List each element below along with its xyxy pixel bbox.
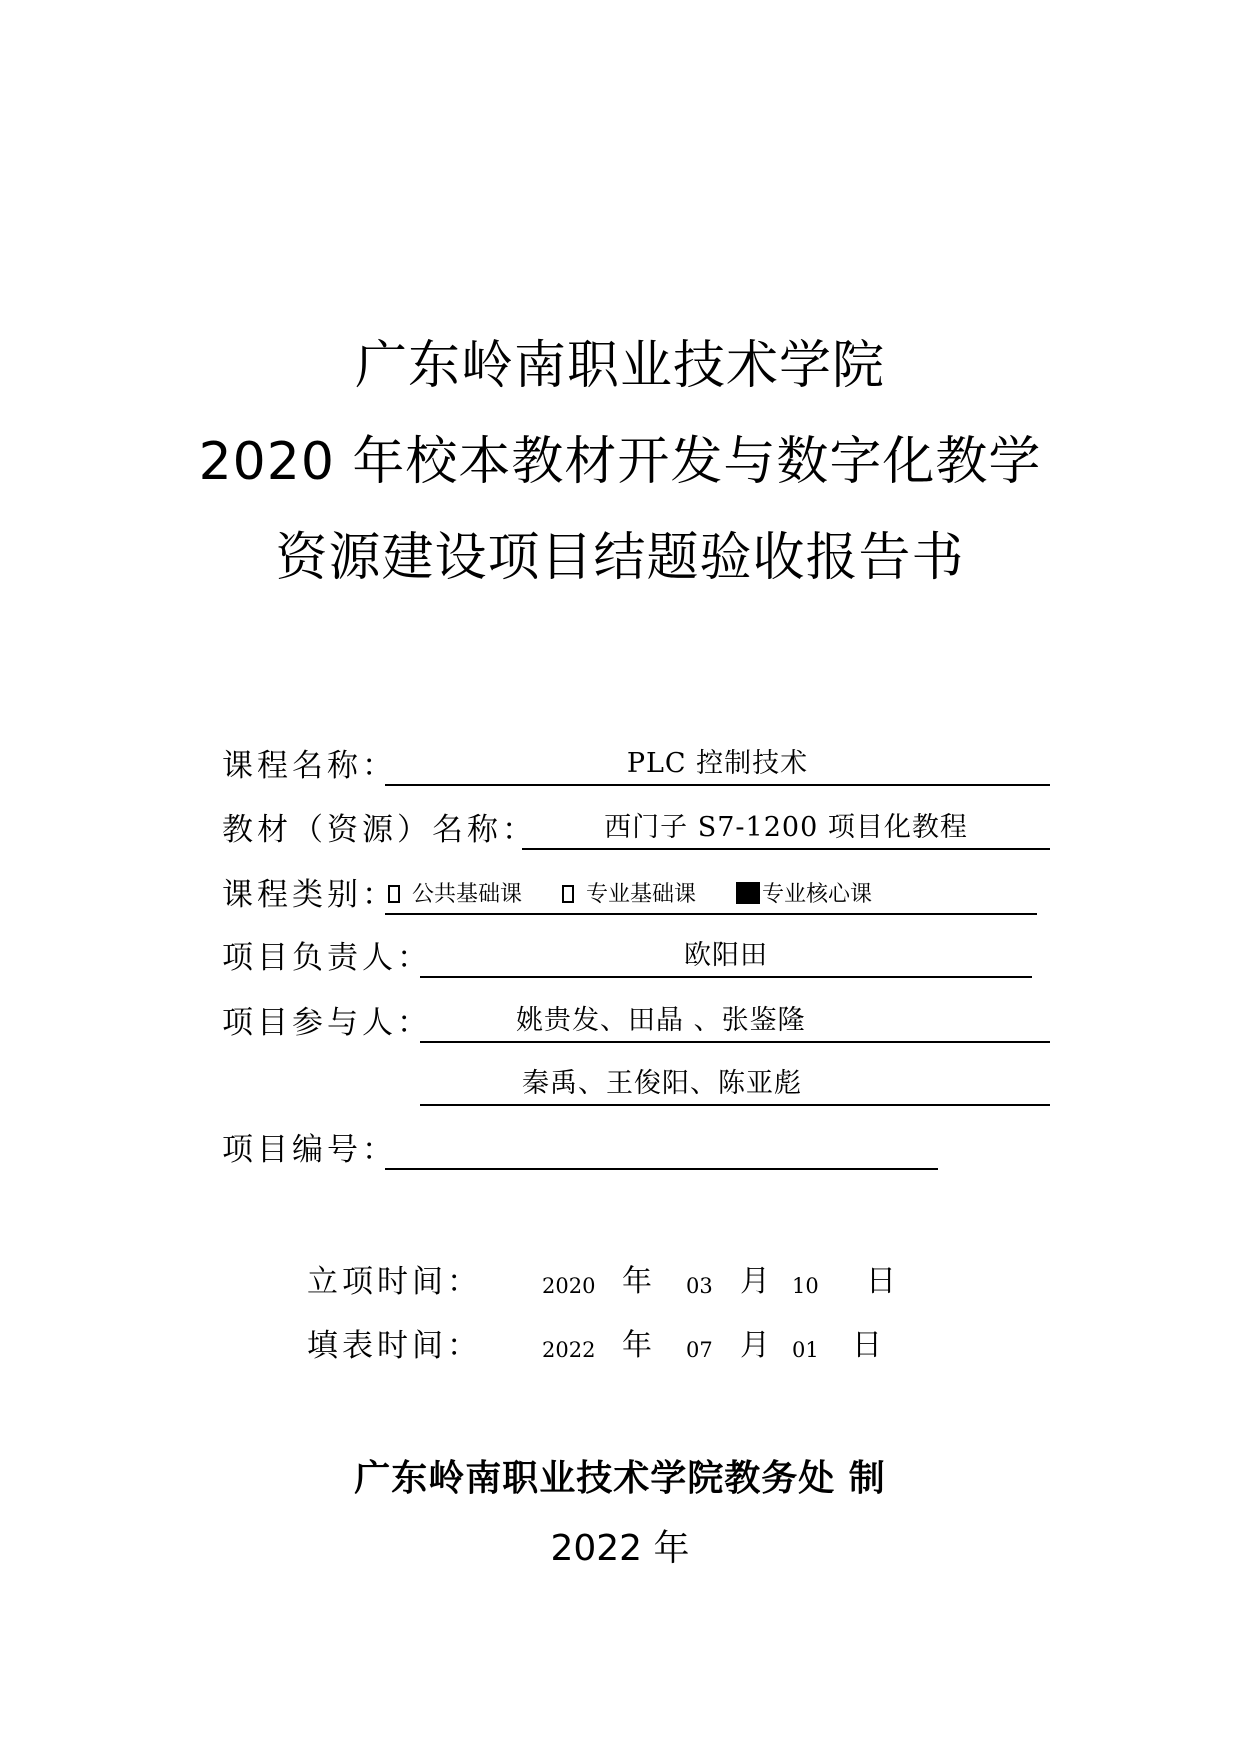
start-month: 03 [686,1274,713,1298]
participants-line2-text: 秦禹、王俊阳、陈亚彪 [522,1068,802,1099]
title-line-2: 2020 年校本教材开发与数字化教学 [198,432,1042,492]
category-option-professional-basic[interactable] [562,877,696,913]
project-leader-label: 项目负责人： [222,940,432,976]
start-date-label: 立项时间： [307,1264,482,1300]
filled-year-unit: 年 [622,1328,652,1363]
course-category-options [385,877,1037,915]
textbook-name-label: 教材（资源）名称： [222,812,537,848]
project-participants-field-line1 [420,1001,1050,1043]
checkbox-unchecked-icon[interactable] [388,885,400,903]
title-line-3: 资源建设项目结题验收报告书 [275,528,965,588]
project-leader-field: 欧阳田 [420,936,1032,978]
category-option-label: 公共基础课 [412,882,523,907]
course-category-label: 课程类别： [222,877,397,913]
start-year-unit: 年 [622,1264,652,1299]
project-number-field [385,1128,938,1170]
textbook-name-field: 西门子 S7-1200 项目化教程 [522,808,1050,850]
course-name-field: PLC 控制技术 [385,744,1050,786]
category-option-label: 专业核心课 [762,882,873,907]
start-day: 10 [792,1274,819,1298]
start-month-unit: 月 [740,1264,770,1299]
filled-day-unit: 日 [852,1328,882,1363]
course-name-label: 课程名称： [222,748,397,784]
project-participants-label: 项目参与人： [222,1005,432,1041]
checkbox-unchecked-icon[interactable] [562,885,574,903]
filled-day: 01 [792,1338,819,1362]
filled-date-label: 填表时间： [307,1328,482,1364]
project-number-label: 项目编号： [222,1132,397,1168]
footer-organization: 广东岭南职业技术学院教务处 制 [354,1458,886,1499]
filled-month-unit: 月 [740,1328,770,1363]
filled-month: 07 [686,1338,713,1362]
participants-line1-text: 姚贵发、田晶 、张鉴隆 [516,1005,806,1036]
category-option-public-basic[interactable] [388,877,522,913]
start-year: 2020 [542,1274,596,1298]
checkbox-checked-icon[interactable] [736,882,760,904]
filled-year: 2022 [542,1338,596,1362]
title-line-1: 广东岭南职业技术学院 [354,336,885,396]
category-option-professional-core[interactable] [736,877,872,913]
start-day-unit: 日 [866,1264,896,1299]
footer-year: 2022 年 [550,1528,690,1569]
category-option-label: 专业基础课 [586,882,697,907]
project-participants-field-line2 [420,1064,1050,1106]
